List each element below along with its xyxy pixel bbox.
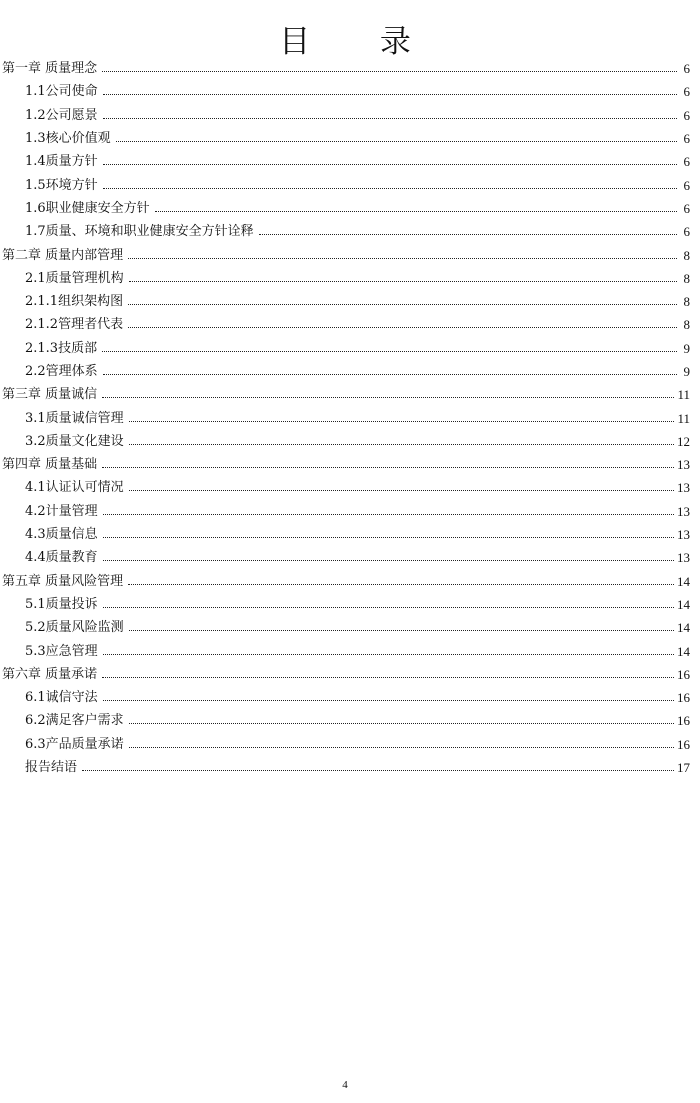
toc-entry-label: 6.3产品质量承诺 [25, 736, 124, 752]
toc-entry[interactable] [0, 313, 690, 336]
toc-entry[interactable] [0, 243, 690, 266]
toc-entry[interactable] [0, 220, 690, 243]
toc-entry-page: 14 [677, 596, 690, 612]
toc-entry[interactable] [0, 593, 690, 616]
toc-entry[interactable] [0, 616, 690, 639]
toc-entry-page: 6 [683, 177, 690, 193]
toc-entry[interactable] [0, 383, 690, 406]
toc-entry-label: 1.7质量、环境和职业健康安全方针诠释 [25, 224, 254, 240]
toc-entry-label: 1.5环境方针 [25, 177, 98, 193]
toc-entry-label: 5.2质量风险监测 [25, 620, 124, 636]
toc-entry[interactable] [0, 756, 690, 779]
dot-leader [103, 94, 677, 95]
toc-entry[interactable] [0, 197, 690, 220]
toc-entry-page: 12 [677, 433, 690, 449]
toc-entry-label: 1.1公司使命 [25, 84, 98, 100]
dot-leader [102, 351, 677, 352]
dot-leader [103, 537, 674, 538]
toc-entry-label: 2.1.2管理者代表 [25, 317, 124, 333]
toc-entry-page: 16 [677, 713, 690, 729]
toc-entry-page: 8 [683, 270, 690, 286]
dot-leader [103, 188, 677, 189]
toc-entry[interactable] [0, 733, 690, 756]
toc-entry-page: 6 [683, 200, 690, 216]
toc-entry[interactable] [0, 476, 690, 499]
toc-entry-label: 4.4质量教育 [25, 550, 98, 566]
toc-entry-label: 3.1质量诚信管理 [25, 410, 124, 426]
toc-entry-label: 1.3核心价值观 [25, 131, 111, 147]
toc-title: 目 录 [279, 24, 441, 60]
dot-leader [128, 258, 677, 259]
dot-leader [103, 607, 674, 608]
toc-entry-label: 6.1诚信守法 [25, 690, 98, 706]
toc-entry-label: 5.1质量投诉 [25, 596, 98, 612]
toc-entry-label: 第三章 质量诚信 [2, 387, 98, 403]
dot-leader [128, 327, 677, 328]
toc-entry[interactable] [0, 80, 690, 103]
toc-entry[interactable] [0, 104, 690, 127]
toc-entry-page: 6 [683, 61, 690, 77]
toc-entry-label: 2.1.1组织架构图 [25, 294, 124, 310]
toc-entry-page: 6 [683, 84, 690, 100]
toc-entry[interactable] [0, 663, 690, 686]
dot-leader [102, 71, 677, 72]
toc-entry-page: 9 [683, 340, 690, 356]
toc-entry-page: 16 [677, 736, 690, 752]
dot-leader [116, 141, 677, 142]
toc-entry[interactable] [0, 709, 690, 732]
dot-leader [129, 421, 675, 422]
toc-entry-page: 14 [677, 573, 690, 589]
toc-entry-page: 13 [677, 527, 690, 543]
toc-entry-label: 1.4质量方针 [25, 154, 98, 170]
toc-entry-page: 13 [677, 503, 690, 519]
toc-entry-page: 14 [677, 643, 690, 659]
toc-entry-page: 11 [677, 387, 690, 403]
dot-leader [129, 444, 674, 445]
toc-entry-page: 16 [677, 690, 690, 706]
toc-entry-label: 1.2公司愿景 [25, 107, 98, 123]
toc-entry[interactable] [0, 360, 690, 383]
toc-entry[interactable] [0, 453, 690, 476]
toc-entry[interactable] [0, 150, 690, 173]
toc-entry[interactable] [0, 290, 690, 313]
toc-entry[interactable] [0, 546, 690, 569]
table-of-contents [0, 57, 690, 779]
dot-leader [102, 467, 674, 468]
toc-entry[interactable] [0, 127, 690, 150]
toc-entry-page: 8 [683, 294, 690, 310]
toc-entry[interactable] [0, 523, 690, 546]
dot-leader [103, 374, 677, 375]
toc-entry[interactable] [0, 639, 690, 662]
toc-entry-page: 6 [683, 107, 690, 123]
toc-entry-page: 8 [683, 247, 690, 263]
toc-entry-page: 8 [683, 317, 690, 333]
toc-entry-label: 第一章 质量理念 [2, 61, 98, 77]
dot-leader [129, 723, 674, 724]
toc-entry-page: 11 [677, 410, 690, 426]
dot-leader [103, 164, 677, 165]
dot-leader [102, 397, 674, 398]
dot-leader [103, 560, 674, 561]
toc-entry-label: 4.3质量信息 [25, 527, 98, 543]
toc-entry-label: 报告结语 [25, 760, 78, 776]
toc-entry-page: 17 [677, 760, 690, 776]
toc-entry-label: 第四章 质量基础 [2, 457, 98, 473]
toc-entry-page: 6 [683, 154, 690, 170]
toc-entry-label: 2.1质量管理机构 [25, 270, 124, 286]
toc-entry-page: 13 [677, 480, 690, 496]
toc-entry-page: 14 [677, 620, 690, 636]
toc-entry[interactable] [0, 267, 690, 290]
toc-entry[interactable] [0, 500, 690, 523]
dot-leader [129, 747, 674, 748]
dot-leader [155, 211, 677, 212]
dot-leader [103, 654, 674, 655]
toc-entry-label: 6.2满足客户需求 [25, 713, 124, 729]
dot-leader [103, 700, 674, 701]
toc-entry-label: 3.2质量文化建设 [25, 433, 124, 449]
page-number: 4 [342, 1079, 348, 1091]
dot-leader [129, 630, 674, 631]
toc-entry-label: 2.1.3技质部 [25, 340, 98, 356]
toc-entry-page: 6 [683, 224, 690, 240]
dot-leader [259, 234, 677, 235]
dot-leader [129, 281, 677, 282]
toc-entry[interactable] [0, 337, 690, 360]
toc-entry-label: 4.1认证认可情况 [25, 480, 124, 496]
toc-entry[interactable] [0, 57, 690, 80]
toc-entry-page: 9 [683, 364, 690, 379]
toc-entry-label: 2.2管理体系 [25, 364, 98, 379]
toc-entry[interactable] [0, 430, 690, 453]
dot-leader [128, 584, 674, 585]
toc-entry-label: 第五章 质量风险管理 [2, 573, 124, 589]
toc-entry-label: 4.2计量管理 [25, 503, 98, 519]
toc-entry[interactable] [0, 686, 690, 709]
dot-leader [82, 770, 674, 771]
toc-entry-label: 第二章 质量内部管理 [2, 247, 124, 263]
dot-leader [103, 118, 677, 119]
dot-leader [128, 304, 677, 305]
toc-entry-label: 1.6职业健康安全方针 [25, 200, 150, 216]
toc-entry-page: 16 [677, 666, 690, 682]
toc-entry-page: 6 [683, 131, 690, 147]
toc-entry[interactable] [0, 406, 690, 429]
toc-entry[interactable] [0, 570, 690, 593]
dot-leader [103, 514, 674, 515]
toc-entry-page: 13 [677, 550, 690, 566]
toc-entry-label: 第六章 质量承诺 [2, 666, 98, 682]
toc-entry-page: 13 [677, 457, 690, 473]
dot-leader [129, 490, 674, 491]
toc-entry-label: 5.3应急管理 [25, 643, 98, 659]
toc-entry[interactable] [0, 173, 690, 196]
dot-leader [102, 677, 674, 678]
